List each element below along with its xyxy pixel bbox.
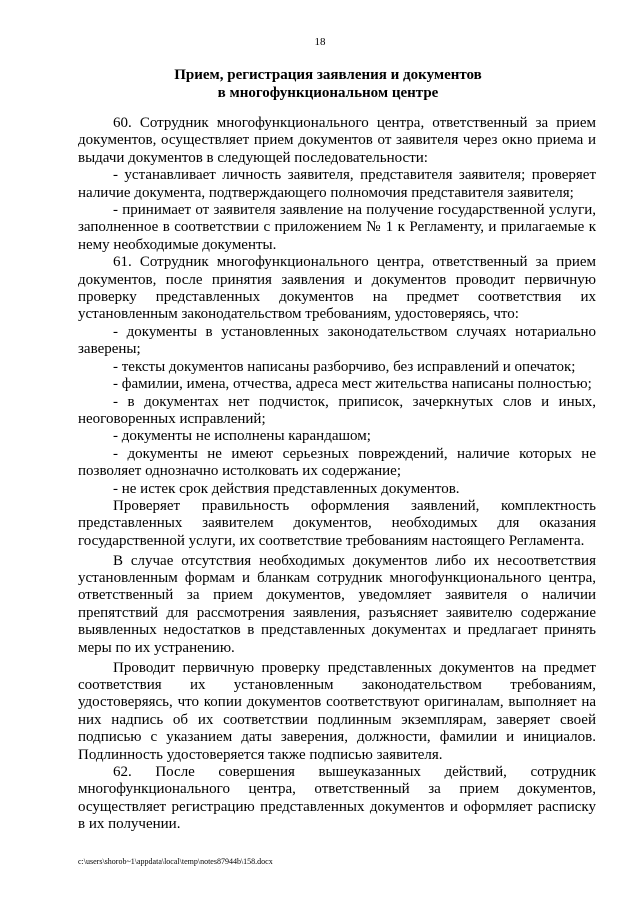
page-number: 18 [314, 36, 326, 48]
paragraph-61: 61. Сотрудник многофункционального центра, ответственный за прием документов, после принятия заявления и документов проводит первичную проверку представленных документов на предмет соответствия их установленным законодательством требованиям, удостоверяясь, что: [78, 254, 596, 323]
paragraph-62: 62. После совершения вышеуказанных действий, сотрудник многофункционального центра, ответственный за прием документов, осуществляет регистрацию представленных документов и оформляет расписку в их получении. [78, 764, 596, 833]
paragraph-60: 60. Сотрудник многофункционального центра, ответственный за прием документов, осуществляет прием документов от заявителя через окно приема и выдачи документов в следующей последовательности: [78, 115, 596, 166]
list-item-accept-application: - принимает от заявителя заявление на получение государственной услуги, заполненное в соответствии с приложением № 1 к Регламенту, и прилагаемые к нему необходимые документы. [78, 202, 596, 253]
list-item-legible: - тексты документов написаны разборчиво, без исправлений и опечаток; [113, 358, 576, 375]
list-item-no-pencil: - документы не исполнены карандашом; [113, 428, 371, 445]
list-item-not-expired: - не истек срок действия представленных документов. [113, 480, 460, 497]
document-body [78, 115, 596, 834]
list-item-no-erasures: - в документах нет подчисток, приписок, зачеркнутых слов и иных, неоговоренных исправлений; [78, 393, 596, 427]
list-item-full-names: - фамилии, имена, отчества, адреса мест жительства написаны полностью; [113, 376, 592, 393]
list-item-notarized: - документы в установленных законодательством случаях нотариально заверены; [78, 323, 596, 358]
section-heading [60, 67, 596, 102]
paragraph-check-correctness: Проверяет правильность оформления заявлений, комплектность представленных заявителем документов, необходимых для оказания государственной услуги, их соответствие требованиям настоящего Регламента. [78, 497, 596, 549]
section-heading-line-2: в многофункциональном центре [217, 84, 439, 101]
paragraph-missing-documents: В случае отсутствия необходимых документов либо их несоответствия установленным формам и бланкам сотрудник многофункционального центра, ответственный за прием документов, уведомляет заявителя о наличии препятствий для рассмотрения заявления, разъясняет заявителю содержание выявленных недостатков в представленных документах и предлагает принять меры по их устранению. [78, 552, 596, 656]
section-heading-line-1: Прием, регистрация заявления и документов [174, 67, 482, 83]
list-item-no-damage: - документы не имеют серьезных повреждений, наличие которых не позволяет однозначно истолковать их содержание; [78, 445, 596, 480]
paragraph-primary-check: Проводит первичную проверку представленных документов на предмет соответствия их установленным законодательством требованиям, удостоверяясь, что копии документов соответствуют оригиналам, выполняет на них надпись об их соответствии подлинным экземплярам, заверяет своей подписью с указанием даты заверения, должности, фамилии и инициалов. Подлинность удостоверяется также подписью заявителя. [78, 659, 596, 763]
file-path-footer: c:\users\shorob~1\appdata\local\temp\notes87944b\158.docx [78, 857, 273, 866]
list-item-identity-check: - устанавливает личность заявителя, представителя заявителя; проверяет наличие документа, подтверждающего полномочия представителя заявителя; [78, 167, 596, 201]
